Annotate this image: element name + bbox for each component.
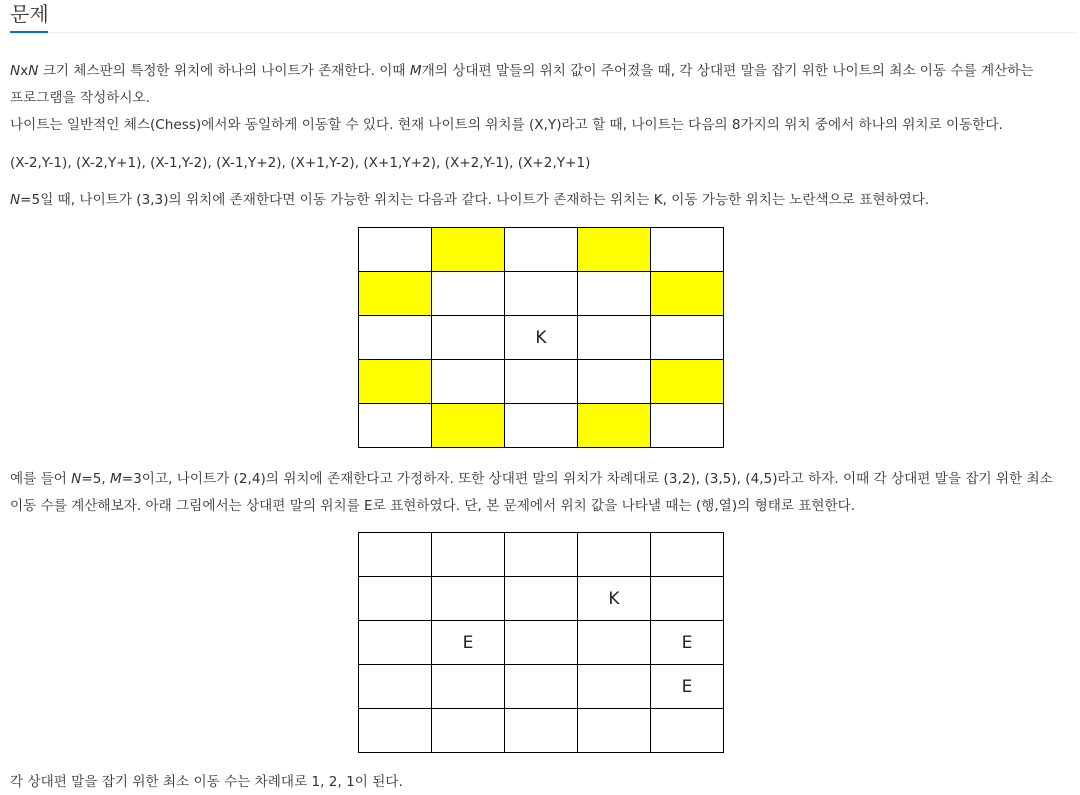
board-cell [578, 665, 651, 709]
text: 개의 상대편 말들의 위치 값이 주어졌을 때, 각 상대편 말을 잡기 위한 나이트의 최소 이동 수를 계산하는 [421, 63, 1034, 79]
move-list: (X-2,Y-1), (X-2,Y+1), (X-1,Y-2), (X-1,Y+2), (X+1,Y-2), (X+1,Y+2), (X+2,Y-1), (X+2,Y+1) [10, 155, 591, 171]
enemy-cell: E [651, 621, 724, 665]
board-cell [359, 665, 432, 709]
board-cell [651, 709, 724, 753]
board-cell [651, 577, 724, 621]
board-row [359, 404, 724, 448]
text: 예를 들어 [10, 471, 72, 487]
var-n: N [10, 192, 21, 208]
text: =5, [81, 471, 111, 487]
board-cell [432, 272, 505, 316]
board-cell [505, 360, 578, 404]
board-cell [359, 709, 432, 753]
section-header [10, 0, 1076, 33]
board-cell [432, 360, 505, 404]
problem-paragraph-6: 각 상대편 말을 잡기 위한 최소 이동 수는 차례대로 1, 2, 1이 된다. [10, 774, 403, 790]
board-cell [505, 577, 578, 621]
move-target-cell [359, 272, 432, 316]
section-title: 문제 [10, 2, 49, 26]
text-x: x [20, 63, 29, 79]
board-row [359, 228, 724, 272]
var-n: N [28, 63, 39, 79]
title-underline [10, 31, 48, 33]
enemy-cell: E [432, 621, 505, 665]
board-cell [578, 360, 651, 404]
board-cell [578, 621, 651, 665]
knight-moves-board [358, 227, 724, 448]
board-cell [651, 316, 724, 360]
problem-paragraph-1 [10, 62, 1033, 80]
problem-paragraph-1-cont: 프로그램을 작성하시오. [10, 90, 150, 106]
board-cell [359, 577, 432, 621]
board-cell [505, 533, 578, 577]
move-target-cell [359, 360, 432, 404]
text: 크기 체스판의 특정한 위치에 하나의 나이트가 존재한다. 이때 [38, 63, 410, 79]
board-cell [359, 621, 432, 665]
var-m: M [409, 63, 422, 79]
board-cell [505, 404, 578, 448]
board-cell [505, 228, 578, 272]
board-cell [578, 709, 651, 753]
board-cell [359, 404, 432, 448]
board-row [359, 272, 724, 316]
board-cell [651, 404, 724, 448]
enemy-cell: E [651, 665, 724, 709]
board-row [359, 621, 724, 665]
board-cell [359, 316, 432, 360]
board-row [359, 665, 724, 709]
knight-cell: K [505, 316, 578, 360]
move-target-cell [578, 228, 651, 272]
problem-paragraph-4 [10, 191, 929, 209]
move-target-cell [578, 404, 651, 448]
board-row [359, 316, 724, 360]
board-cell [359, 533, 432, 577]
move-target-cell [651, 360, 724, 404]
board-cell [432, 533, 505, 577]
board-cell [651, 533, 724, 577]
board-row [359, 533, 724, 577]
board-cell [432, 316, 505, 360]
move-target-cell [432, 404, 505, 448]
var-n: N [10, 63, 21, 79]
problem-paragraph-5 [10, 470, 1053, 488]
board-cell [432, 665, 505, 709]
board-row [359, 360, 724, 404]
board-cell [651, 228, 724, 272]
move-target-cell [432, 228, 505, 272]
board-cell [432, 709, 505, 753]
board-cell [505, 665, 578, 709]
board-cell [505, 621, 578, 665]
var-m: M [110, 471, 122, 487]
problem-paragraph-2: 나이트는 일반적인 체스(Chess)에서와 동일하게 이동할 수 있다. 현재 나이트의 위치를 (X,Y)라고 할 때, 나이트는 다음의 8가지의 위치 중에서 하나의 위치로 이동한다. [10, 117, 1003, 133]
problem-paragraph-5-cont: 이동 수를 계산해보자. 아래 그림에서는 상대편 말의 위치를 E로 표현하였다. 단, 본 문제에서 위치 값을 나타낼 때는 (행,열)의 형태로 표현한다. [10, 498, 856, 514]
board-cell [505, 709, 578, 753]
text: =3이고, 나이트가 (2,4)의 위치에 존재한다고 가정하자. 또한 상대편 말의 위치가 차례대로 (3,2), (3,5), (4,5)라고 하자. 이때 각 상대편 말을 잡기 위한 최소 [121, 471, 1053, 487]
knight-cell: K [578, 577, 651, 621]
move-target-cell [651, 272, 724, 316]
board-cell [578, 533, 651, 577]
board-row [359, 577, 724, 621]
board-cell [578, 316, 651, 360]
board-cell [432, 577, 505, 621]
board-cell [578, 272, 651, 316]
board-cell [359, 228, 432, 272]
board-cell [505, 272, 578, 316]
var-n: N [71, 471, 82, 487]
board-row [359, 709, 724, 753]
example-board [358, 532, 724, 753]
text: =5일 때, 나이트가 (3,3)의 위치에 존재한다면 이동 가능한 위치는 다음과 같다. 나이트가 존재하는 위치는 K, 이동 가능한 위치는 노란색으로 표현하였다. [20, 192, 930, 208]
